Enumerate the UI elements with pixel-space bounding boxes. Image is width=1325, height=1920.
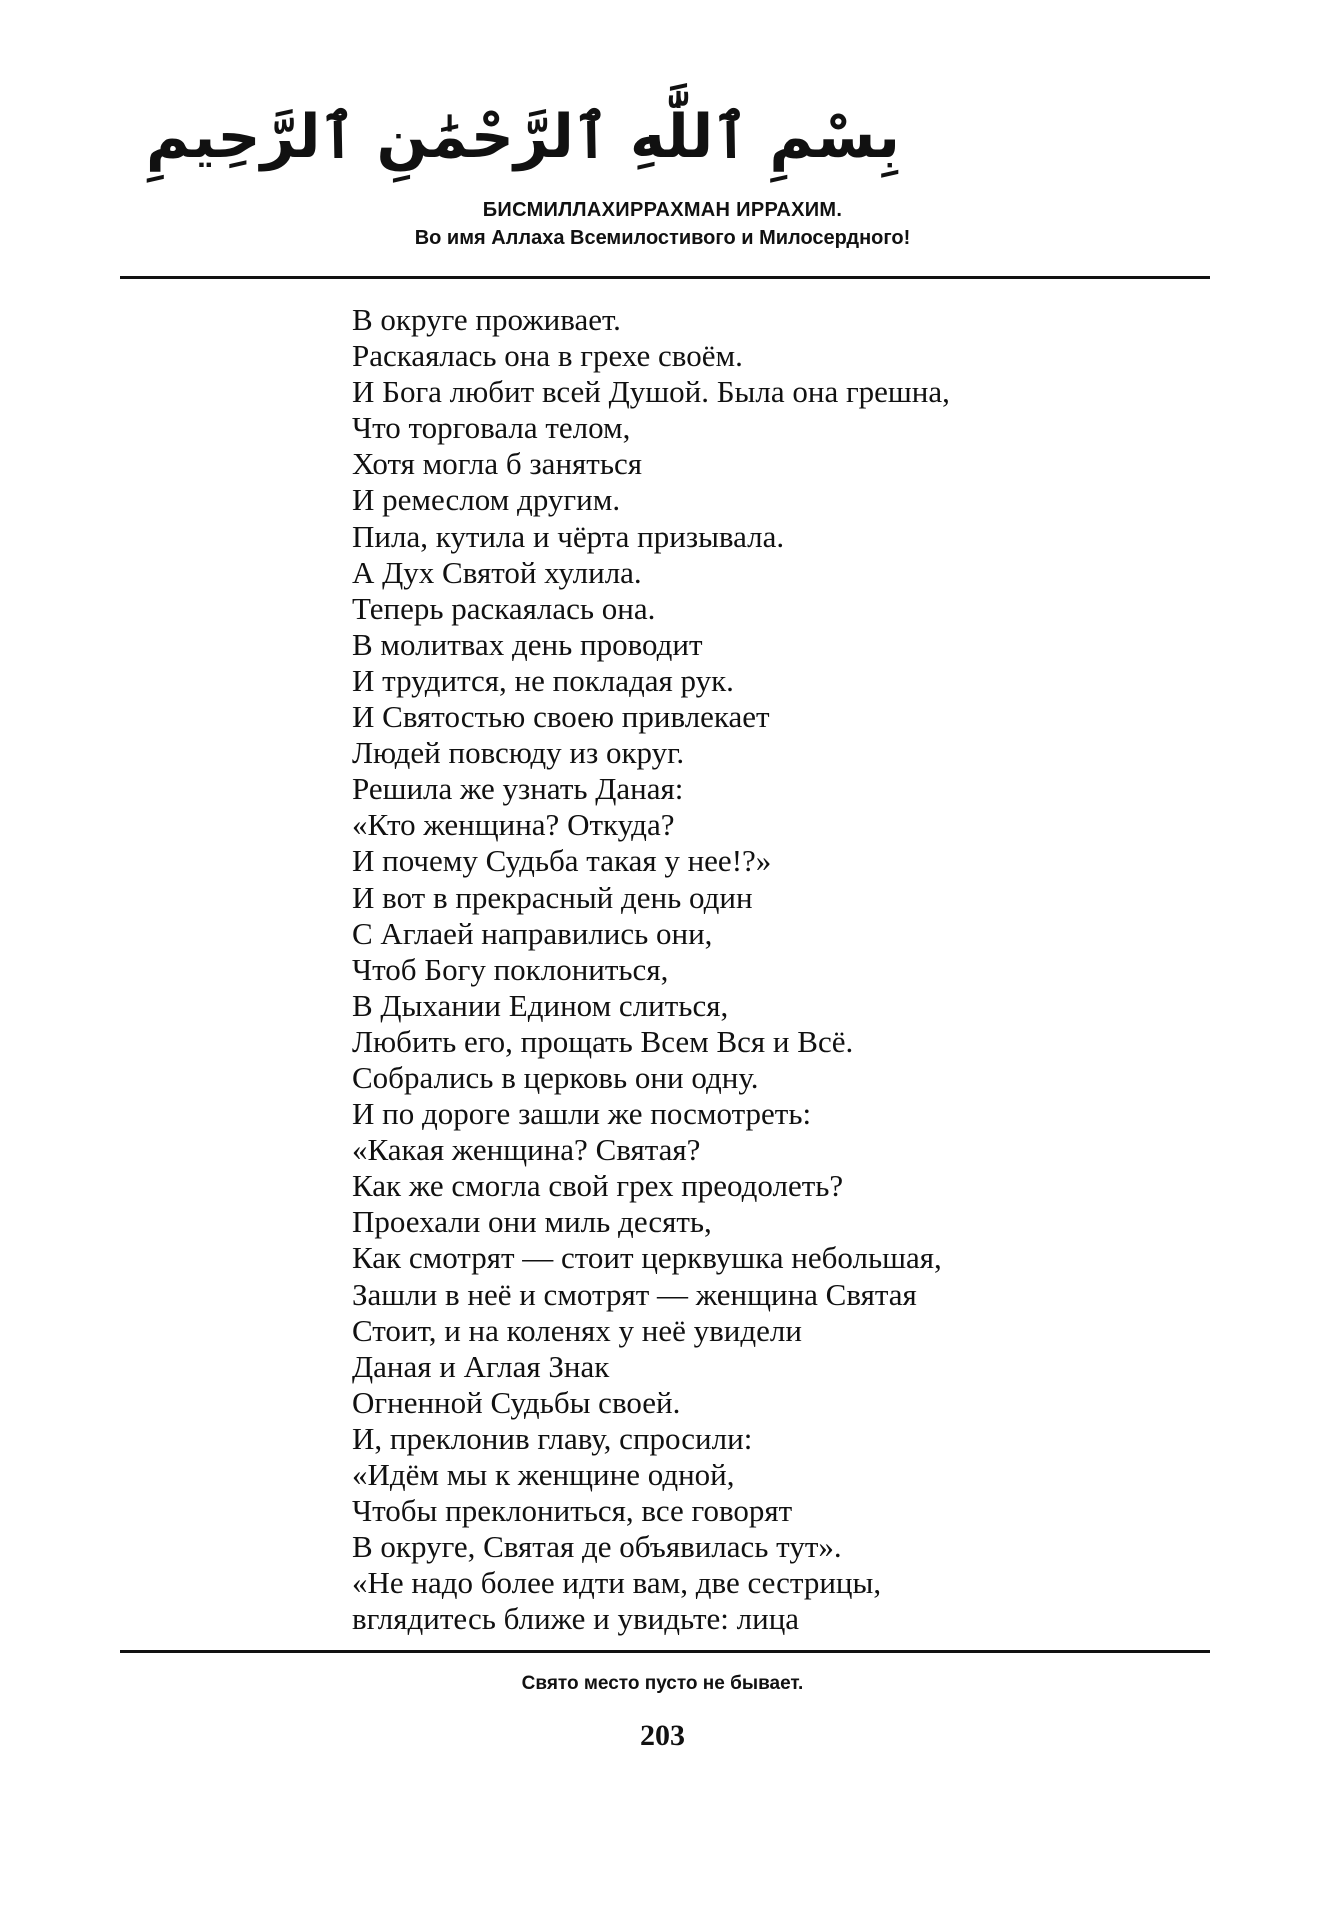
header-divider: [120, 276, 1210, 279]
basmala-calligraphy: [145, 82, 900, 192]
poem-line: Огненной Судьбы своей.: [352, 1384, 681, 1420]
poem-line: И почему Судьба такая у нее!?»: [352, 843, 772, 879]
poem-line: Зашли в неё и смотрят — женщина Святая: [352, 1276, 917, 1312]
poem-line: Проехали они миль десять,: [352, 1204, 712, 1240]
poem-line: И трудится, не покладая рук.: [352, 662, 734, 698]
poem-body: [352, 302, 1152, 1637]
poem-line: Как же смогла свой грех преодолеть?: [352, 1168, 844, 1204]
poem-line: «Кто женщина? Откуда?: [352, 807, 675, 843]
poem-line: Собрались в церковь они одну.: [352, 1059, 759, 1095]
poem-line: Что торговала телом,: [352, 410, 631, 446]
poem-line: «Какая женщина? Святая?: [352, 1132, 701, 1168]
poem-line: вглядитесь ближе и увидьте: лица: [352, 1601, 800, 1637]
header-title: БИСМИЛЛАХИРРАХМАН ИРРАХИМ.: [482, 199, 843, 221]
poem-line: «Идём мы к женщине одной,: [352, 1457, 735, 1492]
poem-line: И вот в прекрасный день один: [352, 879, 753, 915]
basmala-text: بِسْمِ ٱللَّٰهِ ٱلرَّحْمَٰنِ ٱلرَّحِيمِ: [145, 102, 900, 172]
poem-line: И Святостью своею привлекает: [352, 699, 770, 735]
poem-line: Раскаялась она в грехе своём.: [352, 338, 743, 374]
poem-line: Людей повсюду из округ.: [352, 735, 685, 771]
footer-proverb: Свято место пусто не бывает.: [521, 1673, 804, 1694]
poem-line: В молитвах день проводит: [352, 626, 703, 662]
poem-line: И ремеслом другим.: [352, 482, 621, 518]
poem-line: Чтоб Богу поклониться,: [352, 951, 669, 987]
poem-line: Даная и Аглая Знак: [352, 1348, 610, 1384]
poem-line: В округе проживает.: [352, 302, 621, 337]
poem-line: С Аглаей направились они,: [352, 915, 713, 951]
poem-line: Решила же узнать Даная:: [352, 771, 684, 807]
footer-divider: [120, 1650, 1210, 1653]
poem-line: И, преклонив главу, спросили:: [352, 1420, 753, 1456]
poem-line: Как смотрят — стоит церквушка небольшая,: [352, 1240, 942, 1276]
poem-line: Теперь раскаялась она.: [352, 590, 656, 626]
poem-line: В Дыхании Едином слиться,: [352, 987, 729, 1023]
poem-line: Пила, кутила и чёрта призывала.: [352, 518, 785, 554]
poem-line: И Бога любит всей Душой. Была она грешна,: [352, 374, 950, 410]
poem-line: «Не надо более идти вам, две сестрицы,: [352, 1565, 882, 1601]
poem-line: Любить его, прощать Всем Вся и Всё.: [352, 1023, 854, 1059]
poem-line: Хотя могла б заняться: [352, 446, 642, 482]
poem-line: В округе, Святая де объявилась тут».: [352, 1529, 842, 1565]
header-subtitle: Во имя Аллаха Всемилостивого и Милосердного!: [414, 227, 911, 249]
poem-line: И по дороге зашли же посмотреть:: [352, 1096, 812, 1132]
poem-line: А Дух Святой хулила.: [352, 554, 642, 590]
poem-line: Стоит, и на коленях у неё увидели: [352, 1312, 802, 1348]
page-number: 203: [640, 1719, 685, 1752]
poem-line: Чтобы преклониться, все говорят: [352, 1493, 793, 1529]
